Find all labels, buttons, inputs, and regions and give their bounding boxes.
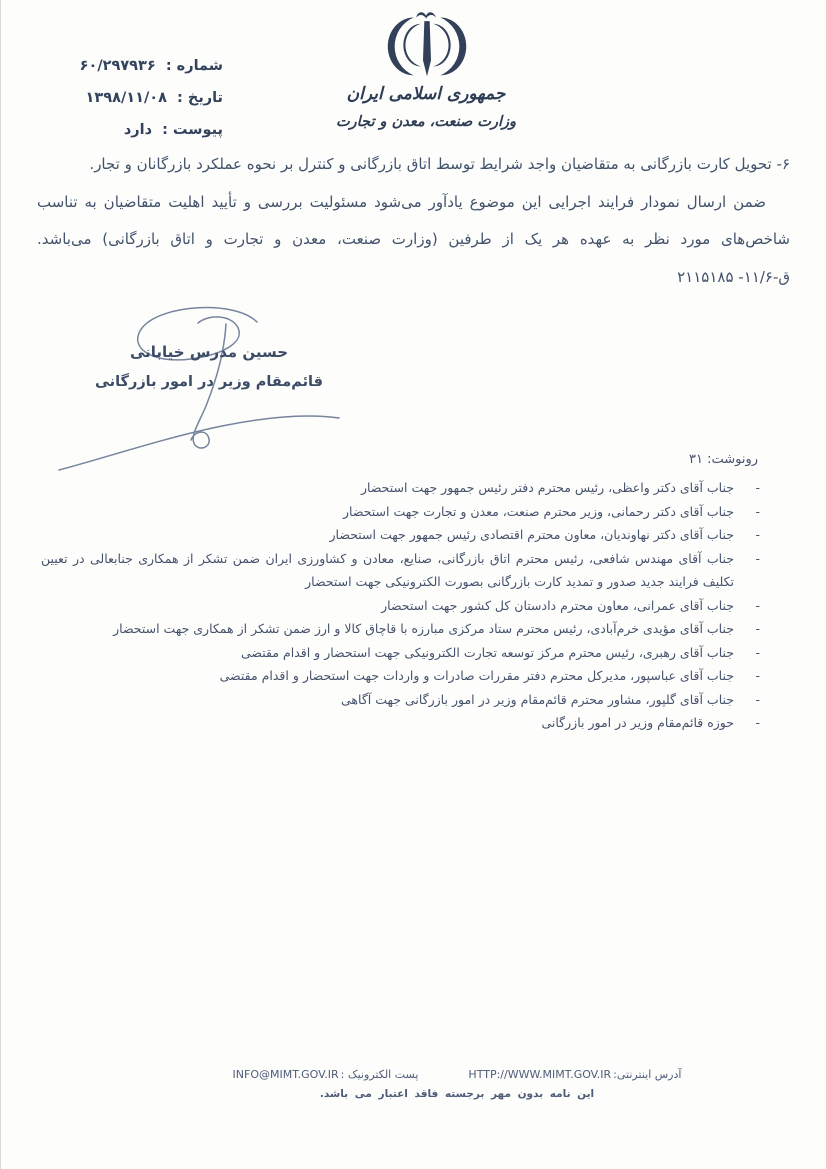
- attachment-value: دارد: [123, 122, 153, 138]
- letter-attachment-row: [29, 114, 223, 146]
- cc-item: [41, 711, 760, 735]
- cc-item: [41, 547, 760, 594]
- letterhead: [286, 82, 566, 130]
- dash-bullet: -: [755, 480, 760, 495]
- body-item-6: [37, 146, 790, 184]
- reference-code: ق-۱۱/۶- ۲۱۱۵۱۸۵: [677, 267, 790, 286]
- cc-item-text: جناب آقای دکتر رحمانی، وزیر محترم صنعت، معدن و تجارت جهت استحضار: [343, 503, 734, 519]
- letter-number-row: [29, 50, 223, 82]
- footer-contact-row: [87, 1068, 826, 1081]
- item-6-text: تحویل کارت بازرگانی به متقاضیان واجد شرایط توسط اتاق بازرگانی و کنترل بر نحوه عملکرد بازرگانان و تجار.: [89, 155, 772, 173]
- dash-bullet: -: [755, 644, 760, 660]
- website-label: آدرس اینترنتی:: [613, 1068, 682, 1081]
- paragraph-text: ضمن ارسال نمودار فرایند اجرایی این موضوع یادآور می‌شود مسئولیت بررسی و تأیید اهلیت متقاضیان به تناسب شاخص‌های مورد نظر به عهده هر یک از طرفین (وزارت صنعت، معدن و تجارت و اتاق بازرگانی) می‌باشد.: [37, 192, 790, 248]
- number-label: شماره :: [165, 58, 223, 74]
- cc-item: [41, 688, 760, 712]
- cc-item-text: جناب آقای رهبری، رئیس محترم مرکز توسعه تجارت الکترونیکی جهت استحضار و اقدام مقتضی: [240, 644, 734, 660]
- dash-bullet: -: [755, 715, 760, 730]
- dash-bullet: -: [755, 597, 760, 613]
- dash-bullet: -: [755, 527, 760, 542]
- cc-item-text: جناب آقای گلپور، مشاور محترم قائم‌مقام وزیر در امور بازرگانی جهت آگاهی: [341, 691, 734, 707]
- cc-section: [41, 452, 760, 735]
- cc-item-text: جناب آقای مؤیدی خرم‌آبادی، رئیس محترم ستاد مرکزی مبارزه با قاچاق کالا و ارز ضمن تشکر از همکاری جهت استحضار: [113, 621, 734, 636]
- cc-item-text: حوزه قائم‌مقام وزیر در امور بازرگانی: [541, 715, 734, 730]
- letter-date-row: [29, 82, 223, 114]
- ministry-title: وزارت صنعت، معدن و تجارت: [336, 114, 516, 130]
- validity-note: این نامه بدون مهر برجسته فاقد اعتبار می باشد.: [319, 1088, 595, 1100]
- dash-bullet: -: [755, 550, 760, 566]
- number-value: ۶۰/۲۹۷۹۳۶: [79, 58, 156, 74]
- email-label: پست الکترونیک :: [340, 1068, 419, 1081]
- item-6-number: ۶-: [776, 155, 790, 173]
- cc-item: [41, 641, 760, 665]
- email-segment: [233, 1068, 419, 1081]
- cc-item-text: جناب آقای عمرانی، معاون محترم دادستان کل کشور جهت استحضار: [381, 597, 734, 613]
- body-paragraph: [37, 184, 790, 297]
- website-segment: [468, 1068, 681, 1081]
- letter-footer: [87, 1068, 826, 1100]
- cc-item-text: جناب آقای عباسپور، مدیرکل محترم دفتر مقررات صادرات و واردات جهت استحضار و اقدام مقتضی: [219, 668, 734, 683]
- dash-bullet: -: [755, 621, 760, 636]
- email-address: INFO@MIMT.GOV.IR: [232, 1068, 339, 1081]
- cc-item-text: جناب آقای دکتر واعظی، رئیس محترم دفتر رئیس جمهور جهت استحضار: [361, 480, 734, 495]
- cc-item: [41, 594, 760, 618]
- dash-bullet: -: [755, 691, 760, 707]
- cc-item: [41, 476, 760, 500]
- cc-item-text: جناب آقای مهندس شافعی، رئیس محترم اتاق بازرگانی، صنایع، معادن و کشاورزی ایران ضمن تشکر از همکاری جنابعالی در تعیین تکلیف فرایند جدید صدور و تمدید کارت بازرگانی بصورت الکترونیکی جهت استحضار: [41, 550, 734, 589]
- country-title: جمهوری اسلامی ایران: [346, 84, 506, 104]
- cc-label: رونوشت: ۳۱: [688, 452, 758, 467]
- attachment-label: پیوست :: [162, 122, 223, 138]
- cc-item-text: جناب آقای دکتر نهاوندیان، معاون محترم اقتصادی رئیس جمهور جهت استحضار: [329, 527, 734, 542]
- cc-item: [41, 500, 760, 524]
- dash-bullet: -: [755, 503, 760, 519]
- date-value: ۱۳۹۸/۱۱/۰۸: [85, 90, 167, 106]
- website-url: HTTP://WWW.MIMT.GOV.IR: [468, 1068, 612, 1081]
- signatory-title: قائم‌مقام وزیر در امور بازرگانی: [94, 374, 323, 390]
- letter-body: [37, 146, 790, 296]
- dash-bullet: -: [755, 668, 760, 683]
- letter-meta: [29, 50, 223, 146]
- signatory-name: حسین مدرس خیابانی: [129, 343, 289, 361]
- cc-item: [41, 617, 760, 641]
- cc-item: [41, 523, 760, 547]
- date-label: تاریخ :: [177, 90, 223, 106]
- iran-coat-of-arms-icon: [387, 6, 467, 86]
- cc-item: [41, 664, 760, 688]
